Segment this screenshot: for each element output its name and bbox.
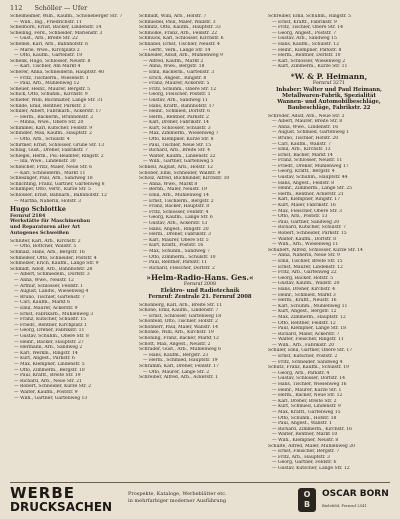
directory-entry: — Paul, Arb., Mühlenweg 12 [14, 81, 80, 87]
directory-entry: Schindler, Max, Kaufm., Hauptstr. 2 [10, 131, 92, 137]
column-2-entries [139, 14, 261, 271]
directory-entry: — Paul, Tischler, Neue Str. 15 [143, 142, 212, 148]
directory-entry: — Fritz, Tischler, Obere Str. 14 [272, 25, 343, 31]
directory-entry: — Otto, Klempner, Kurze Str. 8 [143, 137, 214, 143]
directory-entry: — Bruno, Tischler, Hofstr. 20 [272, 135, 339, 141]
directory-entry: — Fritz, Tischlerm., Wiesenstr. 1 [14, 75, 89, 81]
advert-schlottke-name: Hugo Schlottke [10, 205, 66, 214]
company-subline: Bielefeld, Fernruf 2541 [322, 503, 367, 508]
directory-entry: — Max, Kraftf., Gartenweg 15 [272, 410, 341, 416]
directory-entry: — Robert, Schneider, Parkstr. 15 [272, 231, 347, 237]
directory-entry: — Paul, Gärtner, Sandweg 20 [272, 219, 340, 225]
directory-entry: Schleicher, Fritz, Maler, Neue Str. 6 [10, 165, 93, 171]
directory-entry: — Heinr., Klempner, Parkstr. 8 [272, 47, 342, 53]
directory-entry: — Gustav, Schuhm., Obere Str. 8 [14, 333, 89, 339]
directory-entry: — Hans, Kraftf., Bahnhofstr. 17 [143, 103, 215, 109]
advert-schlottke-phone: Fernruf 2184 [10, 212, 46, 219]
directory-entry: — Fritz, Arb., Hauptstr. 3 [272, 454, 330, 460]
directory-entry: — Heinr., Zimmerm., Lange Str. 25 [272, 186, 352, 192]
directory-entry: — Fritz, Schuhm., Obere Str. 12 [143, 86, 217, 92]
directory-entry: — Gustav, Arb., Ackerstr. 13 [143, 220, 208, 226]
directory-entry: — Gertr., Verk., Lange Str. 14 [143, 47, 211, 53]
directory-entry: Schnabel, Ernst, Tischler, Neustr. 4 [139, 41, 220, 47]
directory-entry: Schulte, Alfred, Maler, Mühlenweg 20 [268, 443, 355, 449]
directory-entry: — Fritz, Schneider, Sandweg 4 [272, 359, 343, 365]
directory-entry: — Erich, Angest., Ringstr. 8 [143, 75, 207, 81]
logo-letter-bottom: B [303, 500, 311, 509]
directory-entry: — Max, Zimmerm., Hauptstr. 12 [272, 314, 346, 320]
advert-helm-radio-phone: Fernruf 2008 [183, 282, 217, 288]
directory-entry: — Wilh., Klempner, Neustr. 8 [272, 437, 339, 443]
directory-entry: — Ida, Wwe., Lindenstr. 30 [14, 159, 76, 165]
directory-entry: Schönfeld, Otto, Tischler, Hofstr. 2 [139, 319, 218, 325]
column-2-entries-continued [139, 303, 261, 381]
directory-entry: — Herm., Bäcker, Neue Str. 12 [272, 393, 343, 399]
directory-entry: — Max, Schuhm., Sandweg 7 [143, 248, 210, 254]
directory-entry: — Karl, Werkm., Ringstr. 14 [14, 350, 78, 356]
directory-entry: — Otto, Zimmerm., Schulstr. 10 [143, 254, 216, 260]
directory-entry: Schlag, Gust., Dreher, Fabrikstr. 7 [10, 148, 88, 154]
directory-entry: Schick, Otto, Schuhm., Kirchstr. 9 [10, 92, 88, 98]
directory-entry: — Franz, Schlosser, Neustr. 11 [272, 158, 343, 164]
directory-entry: Schellhorn, Ernst, Bäcker, Lindenstr. 14 [10, 25, 102, 31]
werbe-drucksachen-logo [10, 486, 122, 514]
directory-entry: Schlüter, Karl, Arb., Kirchstr. 2 [10, 238, 81, 244]
directory-entry: Schramm, Karl, Dreher, Feldstr. 17 [139, 364, 219, 370]
company-name: OSCAR BORN [322, 489, 389, 499]
directory-entry: — Ernst, Maurer, Lindenstr. 12 [272, 264, 343, 270]
directory-entry: — Georg, Angest., Poststr. 7 [272, 30, 336, 36]
directory-entry: — Emil, Tischler, Breite Str. 15 [272, 258, 343, 264]
directory-entry: — Wilh., Ing., Friedrichstr. 11 [14, 19, 82, 25]
footer-description-line-1: Prospekte, Kataloge, Werbeblätter etc. [128, 491, 227, 497]
directory-entry: — Ernst, Schlosser, Gartenweg 18 [143, 313, 222, 319]
directory-entry: — Georg, Bäcker, Hofstr. 5 [272, 275, 333, 281]
directory-entry: — Karl, Schuhm., Mühlenweg 11 [272, 303, 348, 309]
column-3-entries [268, 14, 390, 70]
directory-entry: — Wilh., Arb., Wiesenweg 11 [272, 242, 339, 248]
directory-entry: — Arthur, Schlosser, Feldstr. 1 [14, 283, 84, 289]
directory-entry: — Friedr., Rentner, Kirchplatz 1 [14, 322, 87, 328]
directory-entry: — Georg, Arb., Parkstr. 4 [272, 370, 330, 376]
directory-entry: — Friedr., Dreher, Mühlenweg 17 [272, 163, 349, 169]
directory-entry: Schmalz, Hans, Arb., Bergstr. 16 [10, 250, 85, 256]
advert-line: und Reparaturen aller Art [10, 224, 81, 231]
directory-entry: Schlesinger, Paul, Arb., Sandweg 18 [10, 176, 93, 182]
directory-entry: — Heinr., Bäcker, Hauptstr. 27 [14, 339, 84, 345]
directory-entry: Schlichting, Franz, Gärtner, Gartenweg 8 [10, 181, 105, 187]
directory-entry: Schreiber, Alfred, Arb., Ackerstr. 1 [139, 375, 218, 381]
directory-entry: Schenk, Hugo, Schlosser, Neustr. 8 [10, 58, 91, 64]
directory-entry: — Herm., Rentner, Ackerstr. 21 [272, 191, 344, 197]
footer-description [128, 491, 288, 504]
directory-entry: Schmidt, Willi, Arb., Hofstr. 7 [139, 14, 207, 19]
directory-entry: Schlegel, Herm., Pol.-Beamter, Ringstr. 2 [10, 153, 104, 159]
directory-entry: Schmolke, Franz, Arb., Feldstr. 22 [139, 30, 217, 36]
directory-entry: Schimmel, Karl, Kutscher, Feldstr. 9 [10, 125, 93, 131]
directory-entry: Schrader, Gust., Arb., Mühlenweg 6 [139, 347, 221, 353]
directory-entry: — Georg, Kaufm., Lange Str. 6 [143, 215, 213, 221]
footer-advert [10, 482, 390, 517]
directory-entry: — Karl, Tischler, Am Markt 4 [14, 64, 81, 70]
directory-entry: Schmeißer, Otto, Schneider, Poststr. 4 [10, 255, 97, 261]
directory-entry: Schröder, Adolf, Arb., Neue Str. 3 [268, 113, 345, 119]
directory-entry: Schmelzer, Erich, Kaufm., Lange Str. 9 [10, 261, 99, 267]
directory-entry: Scholz, Alfred, Buchbinder, Kirchstr. 10 [139, 176, 230, 182]
directory-entry: — Herm., Schmied, Hauptstr. 19 [143, 358, 218, 364]
directory-entry: — Richard, Zimmerm., Kirchstr. 16 [272, 426, 352, 432]
column-1 [10, 14, 132, 480]
directory-entry: — Emil, Arb., Kirchstr. 13 [272, 147, 331, 153]
directory-entry: — Minna, Wwe., Obere Str. 20 [14, 120, 84, 126]
directory-entry: — Wilh., Arb., Fabrikstr. 20 [272, 342, 335, 348]
advert-heimann-lines [268, 87, 390, 112]
page-number: 112 [10, 4, 23, 12]
logo-letter-top: O [303, 490, 311, 499]
page-header [10, 3, 390, 13]
directory-entry: — Karl, Schlosser, Wiesenweg 2 [272, 58, 346, 64]
column-1-entries [10, 14, 132, 204]
directory-entry: — Herm., Rentner, Parkstr. 2 [143, 114, 209, 120]
directory-entry: — Carl, Kaufm., Markt 6 [14, 300, 70, 306]
directory-entry: — Gustav, Schuhm., Hauptstr. 44 [272, 175, 348, 181]
directory-entry: Schütz, Franz, Kaufm., Schulstr. 19 [268, 365, 349, 371]
advert-helm-radio [139, 273, 261, 300]
directory-entry: — Otto, Rentner, Feldstr. 12 [272, 320, 336, 326]
directory-entry: Schiefer, Willi, Buchhalter, Lange Str. 31 [10, 97, 103, 103]
advert-line: Inhaber: Walter und Paul Heimann, [276, 86, 382, 93]
directory-entry: — Heinr., Maurer, Kurze Str. 1 [272, 387, 342, 393]
directory-entry: — Hermann, Arb., Sandweg 2 [14, 345, 83, 351]
directory-entry: — Gustav, Arb., Sandweg 11 [143, 97, 208, 103]
directory-entry: — Georg, Gärtner, Feldstr. 6 [272, 460, 337, 466]
directory-entry: — Max, Klempner, Lindenstr. 5 [14, 361, 85, 367]
directory-entry: — Kurt, Maler, Fabrikstr. 16 [272, 203, 336, 209]
directory-columns [10, 14, 390, 480]
column-3-entries-continued [268, 114, 390, 472]
directory-entry: — Anna, Wwe., Neustr. 12 [14, 278, 74, 284]
directory-entry: — Kurt, Angest., Parkstr. 6 [14, 356, 75, 362]
directory-entry: — Otto, Arb., Schulstr. 4 [14, 137, 70, 143]
directory-entry: Schüler, Emil, Gärtner, Obere Str. 17 [268, 348, 353, 354]
directory-entry: — Anna, Wwe., Markt 8 [143, 181, 198, 187]
directory-entry: — Walter, Kaufm., Lindenstr. 22 [143, 153, 216, 159]
advert-heimann-phone: Fernruf 3271 [312, 80, 346, 86]
advert-line: Fernruf: Zentrale 21. Fernruf 2008 [148, 294, 252, 301]
directory-entry: — Max, Fleischer, Obere Str. 3 [272, 208, 342, 214]
directory-entry: — Walter, Rentner, Markt 10 [272, 432, 338, 438]
directory-entry: — Karl, Dreher, Fabrikstr. 14 [143, 120, 209, 126]
directory-entry: — Heinr., Schmied, Dorfstr. 6 [143, 109, 210, 115]
directory-entry: — Richard, Maler, Ackerstr. 7 [272, 331, 340, 337]
directory-entry: — Paul, Rentner, Parkstr. 11 [143, 260, 208, 266]
werbe-title: WERBE [10, 484, 76, 502]
directory-entry: — Gustav, Kutscher, Lange Str. 12 [272, 465, 350, 471]
drucksachen-title: DRUCKSACHEN [10, 500, 113, 514]
directory-entry: — Ernst, Kraftf., Fabrikstr. 9 [272, 19, 337, 25]
directory-entry: — Carl, Kaufm., Wallstr. 7 [272, 141, 331, 147]
directory-entry: — Anna, Näherin, Neue Str. 9 [272, 253, 340, 259]
directory-entry: — Albert, Maurer, Breite Str. 8 [272, 119, 343, 125]
directory-entry: — Herm., Kraftf., Neustr. 16 [272, 298, 337, 304]
advert-schlottke [10, 206, 132, 237]
directory-entry: — Fritz, Schlosser, Feldstr. 4 [143, 209, 209, 215]
advert-heimann-name: *W. & P. Heimann, [290, 71, 368, 81]
directory-entry: — Richard, Arb., Breite Str. 4 [143, 148, 210, 154]
advert-line: Werkstätte für Maschinenbau [10, 218, 91, 225]
directory-entry: — Richard, Fleischer, Dorfstr. 2 [143, 265, 215, 271]
printer-logo-icon [298, 488, 316, 512]
directory-entry: — Paul, Kraftf., Breite Str. 19 [14, 373, 81, 379]
directory-entry: — Franz, Kutscher, Schulstr. 15 [14, 317, 87, 323]
directory-entry: — Karl, Maurer, Obere Str. 5 [143, 237, 209, 243]
directory-entry: — Hans, Angest., Ringstr. 20 [143, 226, 209, 232]
directory-entry: — August, Schmied, Gartenweg 1 [272, 130, 350, 136]
directory-entry: — Bruno, Tischler, Gartenstr. 7 [14, 294, 85, 300]
directory-entry: — Ernst, Fabrikarb., Mühlenweg 3 [14, 311, 94, 317]
advert-helm-radio-name: »Helm-Radio-Hans. Ges.« [146, 273, 254, 283]
directory-entry: Schilde, Emil, Rentner, Parkstr. 3 [10, 103, 86, 109]
directory-entry: — Otto, Böttcher, Wallstr. 5 [14, 244, 77, 250]
directory-entry: Schmiedel, Paul, Maler, Wallstr. 3 [139, 19, 216, 25]
directory-entry: — Walter, Fleischer, Ringstr. 11 [272, 337, 344, 343]
directory-entry: Schmitz, Otto, Kaufm., Hauptstr. 33 [139, 25, 221, 31]
directory-entry: — Marie, Wwe., Kirchplatz 2 [14, 47, 80, 53]
directory-entry: Schmuck, Karl, Schlosser, Kirchstr. 6 [139, 36, 224, 42]
directory-entry: — Kurt, Kraftf., Poststr. 16 [143, 243, 204, 249]
directory-entry: — Hans, Tischler, Wiesenweg 16 [272, 382, 347, 388]
directory-entry: — Walter, Kaufm., Dorfstr. 8 [272, 236, 337, 242]
advert-line: Baubeschläge, Fabrikstr. 22 [287, 105, 371, 112]
directory-entry: Schönberg, Karl, Arb., Breite Str. 11 [139, 302, 223, 308]
directory-entry: Schmidt, Adolf, Arb., Bahnhofstr. 28 [10, 266, 93, 272]
directory-entry: — Gustav, Schlosser, Dorfstr. 14 [272, 376, 345, 382]
advert-line: Autogenes Schweißen [10, 230, 70, 237]
directory-entry: — Karl, Klempner, Ringstr. 17 [272, 197, 341, 203]
directory-entry: — Georg, Fleischer, Poststr. 1 [143, 92, 211, 98]
directory-entry: Scherer, Anna, Schneiderin, Hauptstr. 40 [10, 69, 104, 75]
directory-entry: Schlosser, Ernst, Bahnarb., Bahnhofstr. 12 [10, 193, 107, 198]
directory-entry: — Wilh., Gärtner, Gartenweg 13 [14, 395, 88, 401]
directory-entry: — Anna, Wwe., Bergstr. 18 [143, 64, 205, 70]
directory-entry: — Paul, Angest., Wallstr. 1 [272, 421, 332, 427]
directory-entry: Schöning, Franz, Bäcker, Markt 12 [139, 336, 219, 342]
directory-entry: Schnell, August, Arb., Hofstr. 12 [139, 165, 213, 171]
directory-entry: — Anna, Wwe., Lindenstr. 16 [272, 124, 339, 130]
directory-entry: Scheuer, Heinr., Maurer, Bergstr. 5 [10, 86, 91, 92]
advert-helm-radio-lines [139, 288, 261, 300]
directory-entry: — Emil, Arb., Mühlenweg 14 [143, 193, 209, 198]
directory-entry: — Max, Zimmerm., Wiesenweg 7 [143, 131, 219, 137]
directory-entry: — Ernst, Tischlerm., Bergstr. 2 [143, 198, 214, 204]
directory-entry: — Gust., Arb., Breite Str. 22 [14, 36, 78, 42]
advert-heimann [268, 72, 390, 112]
directory-entry: — Emil, Maurer, Ackerstr. 9 [14, 306, 78, 311]
directory-entry: — Franz, Bäcker, Hauptstr. 8 [143, 204, 210, 210]
directory-entry: — Hans, Kaufm., Schulstr. 12 [272, 41, 339, 47]
directory-entry: — Emil, Bäckerm., Gartenstr. 3 [143, 69, 215, 75]
column-2 [139, 14, 261, 480]
directory-entry: — Otto, Schuhm., Hofstr. 18 [272, 415, 337, 421]
directory-entry: — Walter, Kaufm., Poststr. 9 [14, 389, 78, 395]
directory-entry: — Wilh., Gärtner, Gartenweg 5 [143, 159, 214, 165]
directory-entry: — Herm., Dreher, Fabrikstr. 3 [143, 232, 211, 238]
directory-entry: — Hans, Dreher, Kirchstr. 4 [272, 286, 335, 292]
advert-line: Metallwaren-Fabrik, Spezialität [282, 92, 376, 99]
footer-description-line-2: in mehrfarbiger moderner Ausführung [128, 497, 227, 504]
directory-entry: Schubert, Alfred, Schlosser, Kurze Str. 14 [268, 247, 363, 253]
directory-entry: — Kurt, Schmied, Lindenstr. 9 [272, 404, 341, 410]
directory-entry: — Heinr., Schmied, Markt 3 [272, 292, 336, 298]
directory-entry: — Otto, Maurer, Lange Str. 2 [143, 369, 210, 375]
directory-entry: — Karl, Dreher, Breite Str. 2 [272, 398, 337, 404]
column-1-entries-continued [10, 239, 132, 401]
directory-entry: — Otto, Kaufm., Gartenstr. 19 [14, 53, 83, 59]
directory-entry: — Albert, Schmiedem., Dorfstr. 3 [14, 272, 90, 278]
directory-entry: Schönke, Willi, Arb., Kirchstr. 19 [139, 330, 214, 336]
advert-schlottke-lines [10, 219, 132, 236]
directory-entry: Schött, Max, Angest., Neustr. 2 [139, 341, 211, 347]
directory-entry: — Georg, Dreher, Fabrikstr. 11 [14, 328, 85, 334]
directory-entry: — Paul, Klempner, Lange Str. 18 [272, 326, 346, 332]
directory-entry: Schelling, Ferd., Schneider, Marienstr. 3 [10, 30, 103, 36]
directory-entry: Schellheimer, Wilh., Kaufm., Schöneberger Str. 7 [10, 14, 123, 19]
directory-entry: — Kurt, Zimmerm., Kurze Str. 11 [272, 64, 348, 70]
directory-entry: — Richard, Arb., Neue Str. 21 [14, 378, 83, 384]
directory-entry: — Gustav, Arb., Sandweg 15 [272, 36, 337, 42]
directory-entry: — Georg, Kraftf., Bergstr. 4 [272, 169, 335, 175]
directory-entry: Schönherr, Paul, Maler, Wallstr. 14 [139, 324, 219, 330]
directory-entry: Schemel, Karl, Arb., Bahnhofstr. 6 [10, 41, 88, 47]
directory-entry: Schlimper, Otto, Vertr., Kurze Str. 5 [10, 187, 91, 193]
directory-entry: — Richard, Kutscher, Schulstr. 7 [272, 225, 346, 231]
directory-entry: — Fritz, Arb., Gartenweg 22 [272, 270, 337, 276]
directory-entry: — Robert, Schneider, Kurze Str. 2 [14, 384, 91, 390]
running-head: Schöller — Ufer [34, 4, 88, 12]
directory-entry: — Herm., Rentner, Dorfstr. 10 [272, 53, 341, 59]
directory-entry: — Otto, Arb., Poststr. 13 [272, 214, 328, 220]
column-3 [268, 14, 390, 480]
directory-entry: — Hans, Kaufm., Bergstr. 23 [143, 352, 209, 358]
directory-entry: — Franz, Maurer, Ackerstr. 5 [143, 81, 210, 87]
directory-entry: — Martha, Näherin, Hofstr. 3 [14, 198, 81, 204]
advert-line: Wannen- und Automobilbeschläge, [277, 99, 381, 106]
directory-entry: — Alfred, Kaufm., Markt 2 [143, 58, 204, 64]
directory-entry: — Karl, Schneiderm., Markt 11 [14, 170, 86, 176]
directory-entry: — Hans, Angest., Feldstr. 8 [272, 180, 335, 186]
directory-entry: Schiller, Albert, Fabrikarb., Ackerstr. 17 [10, 109, 102, 115]
advert-line: Elektro- und Radiotechnik [160, 288, 240, 295]
directory-entry: — Ernst, Bäcker, Markt 14 [272, 152, 333, 158]
directory-entry: — Herm., Bäckerm., Brunnenstr. 2 [14, 114, 94, 120]
directory-entry: Schober, Emil, Schneider, Wallstr. 9 [139, 170, 221, 176]
directory-entry: — Kurt, Angest., Bergstr. 12 [272, 309, 337, 315]
directory-entry: — Bernh., Maler, Neustr. 19 [143, 187, 207, 193]
directory-entry: — August, Landw., Wiesenweg 4 [14, 289, 89, 295]
directory-entry: — Ernst, Fleischer, Bergstr. 7 [272, 449, 340, 455]
directory-entry: Schöne, Emil, Kaufm., Lindenstr. 7 [139, 308, 219, 314]
directory-entry: Schirmer, Ernst, Schlosser, Grüne Str. 13 [10, 142, 104, 148]
directory-entry: — Gustav, Kaufm., Wallstr. 20 [272, 281, 340, 287]
directory-entry: — Ernst, Kutscher, Poststr. 2 [272, 354, 338, 360]
directory-entry: Schreiber, Emil, Schuhm., Ringstr. 5 [268, 14, 351, 19]
directory-entry: — Otto, Zimmerm., Bergstr. 10 [14, 367, 85, 373]
directory-entry: Schneider, Adolf, Arb., Mühlenweg 9 [139, 53, 223, 59]
directory-entry: — Kurt, Schlosser, Schulstr. 3 [143, 125, 211, 131]
